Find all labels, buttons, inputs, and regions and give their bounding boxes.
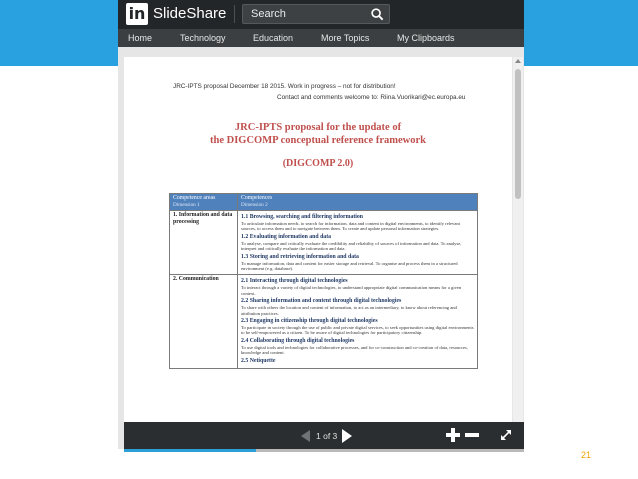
- competence-title: 1.3 Storing and retrieving information and data: [241, 253, 359, 260]
- competence-desc: To share with others the location and content of information, to act as an intermediary, to know about referencing and attribution practices.: [241, 305, 457, 316]
- nav-bar: [118, 29, 524, 47]
- slideshare-topbar: [118, 0, 524, 29]
- progress-bar[interactable]: [124, 449, 524, 452]
- competence-title: 2.1 Interacting through digital technologies: [241, 278, 348, 285]
- brand-name[interactable]: SlideShare: [153, 5, 227, 22]
- slide-band-right: [524, 0, 638, 66]
- table-row: [170, 275, 478, 368]
- competence-table: [169, 193, 478, 369]
- minus-icon[interactable]: [465, 433, 479, 437]
- area-cell: 2. Communication: [170, 275, 238, 368]
- table-header-competences: [238, 194, 478, 211]
- nav-item-home[interactable]: Home: [128, 33, 153, 43]
- chevron-left-icon[interactable]: [301, 430, 310, 442]
- competence-desc: To interact through a variety of digital technologies, to understand appropriate digital communication means for a given context.: [241, 285, 462, 296]
- doc-title-line2: the DIGCOMP conceptual reference framework: [210, 135, 426, 146]
- col1-subheader: Dimension 1: [173, 202, 200, 208]
- competence-desc: To articulate information needs, to search for information, data and content in digital environments, to identify relevant sources, to access them and to navigate between them. To create and update personal information strategies.: [241, 221, 460, 232]
- search-input[interactable]: [242, 4, 390, 24]
- search-placeholder: Search: [251, 8, 286, 20]
- linkedin-logo[interactable]: in: [126, 3, 148, 25]
- nav-item-technology[interactable]: Technology: [180, 33, 226, 43]
- nav-item-my-clipboards[interactable]: My Clipboards: [397, 33, 455, 43]
- doc-title-line1: JRC-IPTS proposal for the update of: [234, 122, 402, 133]
- vertical-scrollbar[interactable]: [513, 57, 523, 449]
- doc-header-line: JRC-IPTS proposal December 18 2015. Work in progress – not for distribution!: [173, 83, 396, 90]
- col2-header: Competences: [241, 195, 273, 201]
- doc-contact-line: Contact and comments welcome to: Riina.Vuorikari@ec.europa.eu: [277, 94, 466, 101]
- table-header-areas: [170, 194, 238, 211]
- competence-title: 2.3 Engaging in citizenship through digital technologies: [241, 318, 378, 325]
- progress-fill: [124, 449, 256, 452]
- plus-icon[interactable]: [446, 428, 460, 442]
- nav-item-education[interactable]: Education: [253, 33, 294, 43]
- divider: [234, 5, 235, 23]
- search-icon[interactable]: [370, 7, 385, 22]
- competences-cell: [238, 275, 478, 368]
- competences-cell: [238, 211, 478, 275]
- col2-subheader: Dimension 2: [241, 202, 268, 208]
- table-row: [170, 211, 478, 275]
- nav-item-more-topics[interactable]: More Topics: [321, 33, 370, 43]
- scroll-up-arrow-icon[interactable]: [515, 59, 521, 63]
- slide-number: 21: [581, 450, 592, 460]
- page-indicator: 1 of 3: [316, 431, 338, 441]
- competence-desc: To use digital tools and technologies for collaborative processes, and for co-construction and co-creation of data, resources, knowledge and content.: [241, 344, 468, 356]
- slide-band-left: [0, 0, 118, 66]
- fullscreen-icon[interactable]: [499, 428, 513, 442]
- table-header-row: [170, 194, 478, 211]
- scrollbar-thumb[interactable]: [515, 69, 521, 199]
- doc-subtitle: (DIGCOMP 2.0): [282, 158, 354, 169]
- competence-title: 1.1 Browsing, searching and filtering information: [241, 214, 364, 220]
- competence-desc: To participate in society through the use of public and private digital services, to seek opportunities using digital environments to be self-empowered as a citizen. To be aware of digital technologies for participatory citizenship.: [241, 325, 474, 336]
- competence-title: 2.4 Collaborating through digital technologies: [241, 337, 355, 344]
- player-controls: [124, 422, 524, 449]
- document-page: [124, 57, 512, 449]
- area-cell: 1. Information and data processing: [170, 211, 238, 275]
- competence-title: 2.2 Sharing information and content through digital technologies: [241, 298, 402, 305]
- competence-desc: To analyse, compare and critically evaluate the credibility and reliability of sources of information and data. To analyse, interpret and critically evaluate the information and data.: [241, 240, 462, 252]
- competence-title: 1.2 Evaluating information and data: [241, 233, 332, 240]
- competence-title: 2.5 Netiquette: [241, 357, 276, 364]
- competence-desc: To manage information, data and content for easier storage and retrieval. To organise and process them in a structured environment (e.g. database).: [241, 260, 458, 272]
- col1-header: Competence areas: [173, 195, 216, 201]
- play-icon[interactable]: [342, 429, 352, 443]
